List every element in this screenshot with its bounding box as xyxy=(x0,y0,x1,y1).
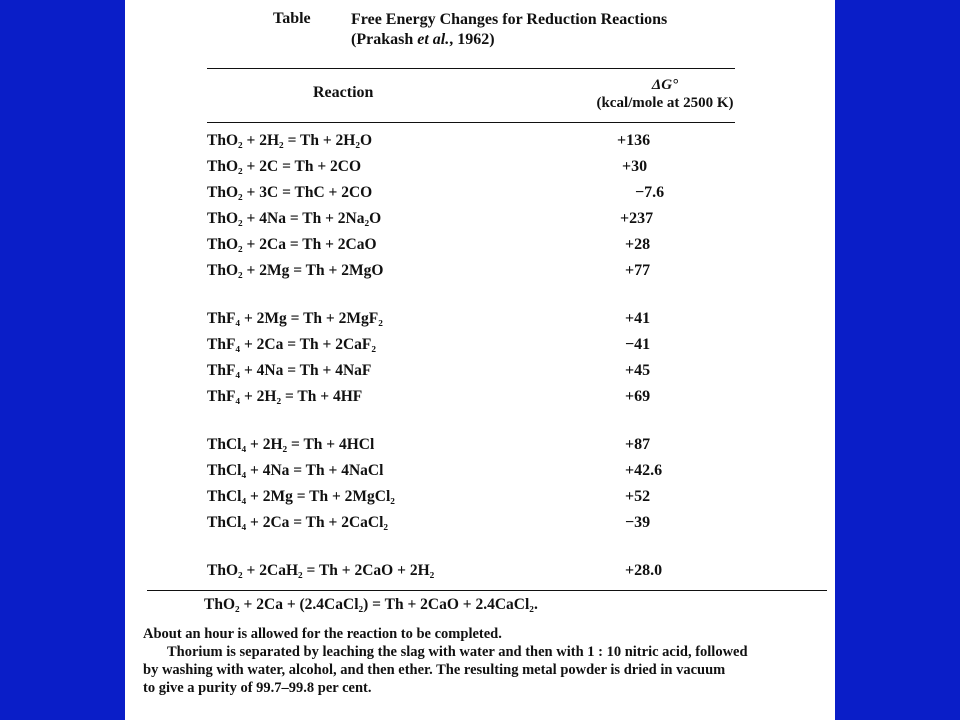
footer-equation: ThO₂ + 2Ca + (2.4CaCl₂) = Th + 2CaO + 2.4CaCl₂. xyxy=(204,596,538,613)
delta-g-cell: +52 xyxy=(625,488,651,505)
reaction-column-header: Reaction xyxy=(313,84,374,101)
reaction-cell: ThF₄ + 2H₂ = Th + 4HF xyxy=(207,388,363,405)
delta-g-cell: +87 xyxy=(625,436,651,453)
reaction-cell: ThCl₄ + 2H₂ = Th + 4HCl xyxy=(207,436,375,453)
delta-g-cell: +28 xyxy=(625,236,651,253)
delta-g-cell: +69 xyxy=(625,388,651,405)
paragraph-line: by washing with water, alcohol, and then ether. The resulting metal powder is dried in vacuum xyxy=(143,662,726,678)
delta-g-units: (kcal/mole at 2500 K) xyxy=(596,95,734,111)
delta-g-cell: +77 xyxy=(625,262,651,279)
delta-g-cell: +237 xyxy=(620,210,654,227)
delta-g-cell: +30 xyxy=(622,158,648,175)
reaction-cell: ThO₂ + 2Ca = Th + 2CaO xyxy=(207,236,377,253)
delta-g-cell: +136 xyxy=(617,132,651,149)
table-title xyxy=(351,10,667,50)
citation-etal: et al. xyxy=(417,31,450,48)
delta-g-cell: −39 xyxy=(625,514,651,531)
reaction-cell: ThO₂ + 2Mg = Th + 2MgO xyxy=(207,262,384,279)
delta-g-cell: +41 xyxy=(625,310,651,327)
table-label: Table xyxy=(273,10,311,27)
scanned-page xyxy=(125,0,835,720)
citation-suffix: , 1962) xyxy=(449,31,495,48)
reaction-cell: ThCl₄ + 2Mg = Th + 2MgCl₂ xyxy=(207,488,395,505)
delta-g-symbol: ΔG° xyxy=(651,77,679,93)
paragraph-line: About an hour is allowed for the reaction to be completed. xyxy=(143,626,502,642)
reaction-cell: ThO₂ + 2C = Th + 2CO xyxy=(207,158,362,175)
delta-g-cell: +42.6 xyxy=(625,462,663,479)
reaction-cell: ThF₄ + 2Mg = Th + 2MgF₂ xyxy=(207,310,383,327)
delta-g-cell: −7.6 xyxy=(635,184,665,201)
delta-g-cell: −41 xyxy=(625,336,651,353)
top-rule xyxy=(207,68,735,69)
reaction-cell: ThCl₄ + 4Na = Th + 4NaCl xyxy=(207,462,384,479)
citation-prefix: (Prakash xyxy=(351,31,418,48)
paragraph-line: Thorium is separated by leaching the slag with water and then with 1 : 10 nitric acid, followed xyxy=(167,644,748,660)
reaction-cell: ThF₄ + 2Ca = Th + 2CaF₂ xyxy=(207,336,377,353)
citation xyxy=(351,30,667,50)
delta-g-column-header xyxy=(565,76,765,112)
title-line: Free Energy Changes for Reduction Reactions xyxy=(351,11,668,28)
reaction-cell: ThO₂ + 2H₂ = Th + 2H₂O xyxy=(207,132,373,149)
delta-g-cell: +28.0 xyxy=(625,562,663,579)
paragraph-line: to give a purity of 99.7–99.8 per cent. xyxy=(143,680,372,696)
reaction-cell: ThCl₄ + 2Ca = Th + 2CaCl₂ xyxy=(207,514,389,531)
header-rule xyxy=(207,122,735,123)
reaction-cell: ThO₂ + 4Na = Th + 2Na₂O xyxy=(207,210,382,227)
bottom-rule xyxy=(147,590,827,591)
delta-g-cell: +45 xyxy=(625,362,651,379)
reaction-cell: ThO₂ + 2CaH₂ = Th + 2CaO + 2H₂ xyxy=(207,562,435,579)
reaction-cell: ThO₂ + 3C = ThC + 2CO xyxy=(207,184,373,201)
reaction-cell: ThF₄ + 4Na = Th + 4NaF xyxy=(207,362,372,379)
